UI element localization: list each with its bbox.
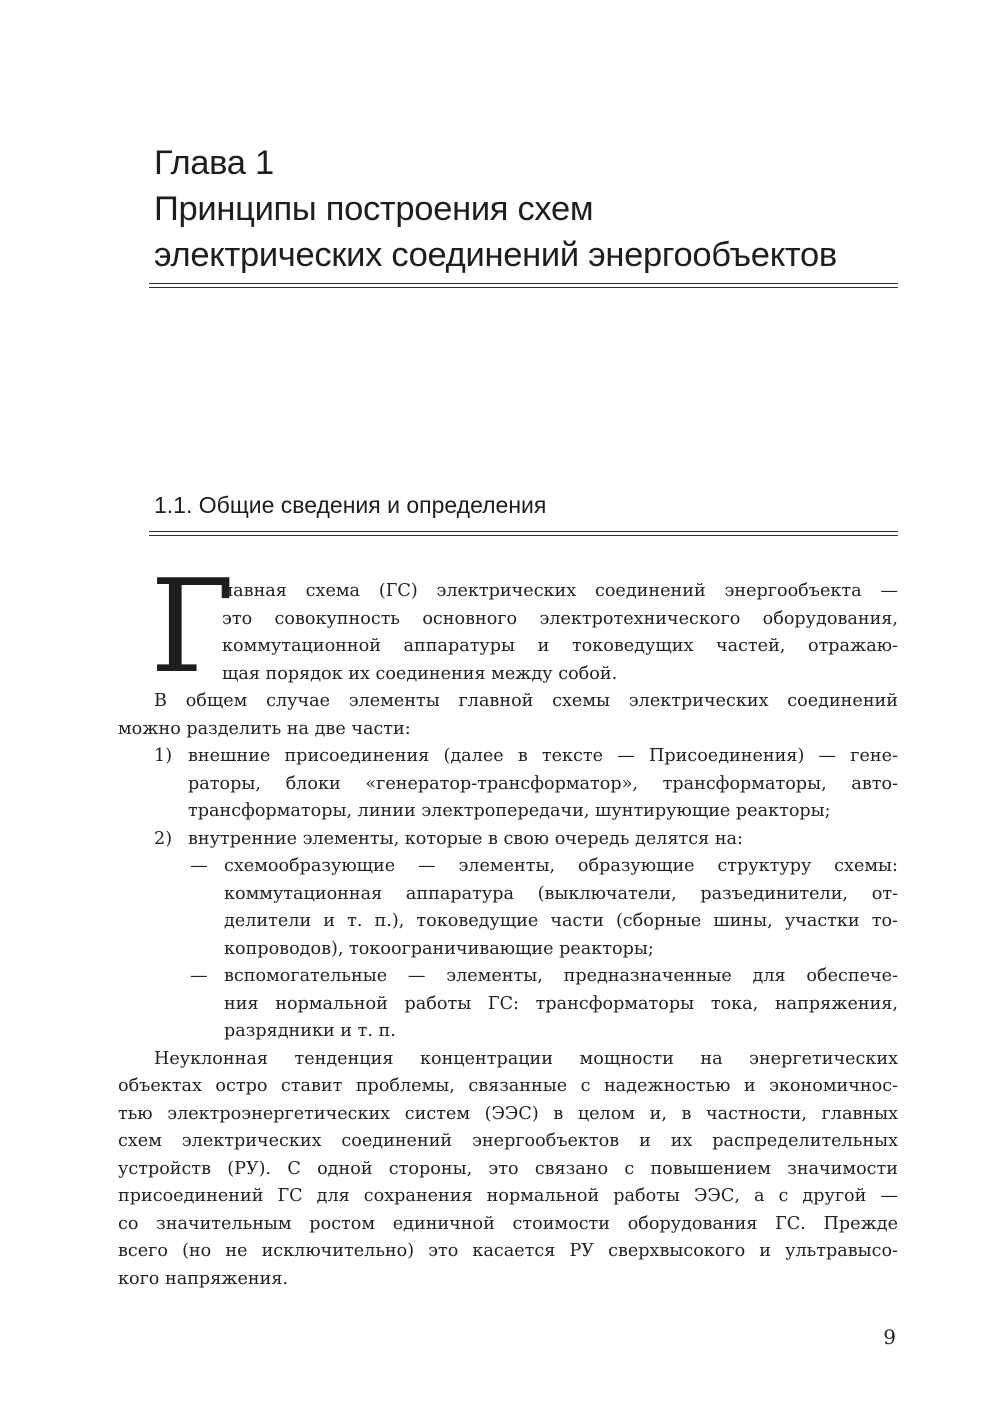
- paragraph-line: кого напряжения.: [118, 1268, 289, 1289]
- paragraph-line: присоединений ГС для сохранения нормальной работы ЭЭС, а с другой —: [118, 1186, 898, 1206]
- page-number: 9: [883, 1325, 896, 1349]
- list-line: раторы, блоки «генератор-трансформатор», трансформаторы, авто-: [188, 773, 898, 794]
- chapter-title-line-1: Принципы построения схем: [154, 190, 594, 228]
- intro-line: лавная схема (ГС) электрических соединений энергообъекта —: [222, 581, 898, 601]
- paragraph-line: можно разделить на две части:: [118, 718, 411, 739]
- chapter-label: Глава 1: [154, 144, 274, 182]
- body-text: [118, 578, 898, 1293]
- sub-list-line: схемообразующие — элементы, образующие структуру схемы:: [224, 856, 898, 876]
- sub-list-line: вспомогательные — элементы, предназначенные для обеспече-: [224, 966, 898, 986]
- sub-list-line: делители и т. п.), токоведущие части (сборные шины, участки то-: [224, 911, 898, 931]
- paragraph-line: тью электроэнергетических систем (ЭЭС) в целом и, в частности, главных: [118, 1103, 898, 1124]
- list-line: внутренние элементы, которые в свою очередь делятся на:: [188, 828, 743, 849]
- drop-cap: Г: [150, 553, 235, 702]
- intro-line: коммутационной аппаратуры и токоведущих частей, отражаю-: [222, 636, 898, 656]
- list-line: трансформаторы, линии электропередачи, шунтирующие реакторы;: [188, 801, 831, 821]
- intro-line: щая порядок их соединения между собой.: [222, 663, 618, 684]
- paragraph-line: Неуклонная тенденция концентрации мощности на энергетических: [154, 1048, 898, 1069]
- section-double-rule: [149, 531, 898, 536]
- paragraph-line: всего (но не исключительно) это касается РУ сверхвысокого и ультравысо-: [118, 1241, 898, 1261]
- list-number: 1): [154, 746, 173, 766]
- paragraph-line: В общем случае элементы главной схемы электрических соединений: [154, 691, 898, 711]
- sub-list-line: коммутационная аппаратура (выключатели, разъединители, от-: [224, 883, 898, 904]
- sub-list-item-2: [190, 963, 898, 1046]
- intro-line: это совокупность основного электротехнического оборудования,: [222, 608, 898, 629]
- list-item-1: [154, 743, 898, 826]
- section-title: 1.1. Общие сведения и определения: [154, 492, 547, 518]
- paragraph-line: устройств (РУ). С одной стороны, это связано с повышением значимости: [118, 1158, 898, 1179]
- chapter-title-line-2: электрических соединений энергообъектов: [154, 236, 837, 274]
- chapter-double-rule: [149, 283, 898, 288]
- dash-marker: —: [190, 856, 208, 876]
- list-item-2: [154, 826, 898, 854]
- list-line: внешние присоединения (далее в тексте — Присоединения) — гене-: [188, 746, 898, 766]
- sub-list-line: ния нормальной работы ГС: трансформаторы тока, напряжения,: [224, 993, 898, 1014]
- sub-list-line: разрядники и т. п.: [224, 1021, 396, 1041]
- chapter-heading: [154, 140, 914, 278]
- paragraph-line: схем электрических соединений энергообъектов и их распределительных: [118, 1131, 898, 1151]
- dash-marker: —: [190, 966, 208, 986]
- paragraph-line: со значительным ростом единичной стоимости оборудования ГС. Прежде: [118, 1213, 898, 1234]
- sub-list-line: копроводов), токоограничивающие реакторы;: [224, 938, 654, 959]
- paragraph-line: объектах остро ставит проблемы, связанные с надежностью и экономичнос-: [118, 1076, 898, 1096]
- sub-list-item-1: [190, 853, 898, 963]
- list-number: 2): [154, 828, 173, 849]
